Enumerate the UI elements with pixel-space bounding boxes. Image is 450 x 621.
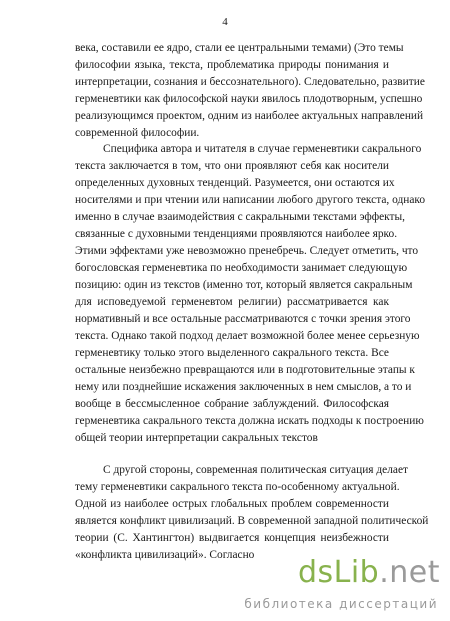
text-line: интерпретации, сознания и бессознательного). Следовательно, развитие <box>75 76 425 88</box>
paragraph <box>75 40 425 142</box>
text-line: века, составили ее ядро, стали ее центральными темами) (Это темы <box>75 42 404 54</box>
text-line: нормативный и все остальные рассматриваются с точки зрения этого <box>75 313 411 325</box>
text-line: «конфликта цивилизаций». Согласно <box>75 549 255 561</box>
text-line: именно в случае взаимодействия с сакральными текстами эффекты, <box>75 211 406 223</box>
text-line: носителями и при чтении или написании любого другого текста, однако <box>75 194 426 206</box>
paragraph <box>75 462 429 564</box>
text-line: современной философии. <box>75 127 200 139</box>
text-line: богословская герменевтика по необходимости занимает следующую <box>75 262 408 274</box>
text-line: Специфика автора и читателя в случае герменевтики сакрального <box>103 143 422 155</box>
dslib-tagline: библиотека диссертаций <box>244 597 438 611</box>
text-line: вообще в бессмысленное собрание заблуждений. Философская <box>75 398 389 410</box>
text-line: связанные с духовными тенденциями проявляются наиболее ярко. <box>75 228 398 240</box>
text-line: позицию: один из текстов (именно тот, который является сакральным <box>75 279 413 291</box>
text-line: текста. Однако такой подход делает возможной более менее серьезную <box>75 330 420 342</box>
text-line: философии языка, текста, проблематика природы понимания и <box>75 59 389 71</box>
text-line: герменевтика сакрального текста должна искать подходы к построению <box>75 415 424 427</box>
text-line: С другой стороны, современная политическая ситуация делает <box>103 464 409 476</box>
dslib-watermark <box>244 555 442 615</box>
text-line: герменевтику только этого выделенного сакрального текста. Все <box>75 347 389 359</box>
text-line: определенных духовных тенденций. Разумеется, они остаются их <box>75 177 395 189</box>
text-line: остальные неизбежно превращаются или в подготовительные этапы к <box>75 364 415 376</box>
page-number: 4 <box>222 16 228 28</box>
text-line: нему или позднейшие искажения заключенных в нем смыслов, а то и <box>75 381 412 393</box>
text-line: Этими эффектами уже невозможно пренебречь. Следует отметить, что <box>75 245 419 257</box>
paragraph <box>75 141 426 447</box>
logo-part-gray: .net <box>379 555 440 590</box>
text-line: текста заключается в том, что они проявляют себя как носители <box>75 160 389 172</box>
text-line: для исповедуемой герменевтом религии) рассматривается как <box>75 296 389 308</box>
text-line: реализующимся проектом, одним из наиболее актуальных направлений <box>75 110 424 122</box>
dslib-logo <box>298 555 440 590</box>
text-line: Одной из наиболее острых глобальных проблем современности <box>75 498 389 510</box>
text-line: является конфликт цивилизаций. В современной западной политической <box>75 515 429 527</box>
logo-part-green: dsLib <box>297 555 380 590</box>
text-line: герменевтики как философской науки явилось плодотворным, успешно <box>75 93 423 105</box>
text-line: теории (С. Хантингтон) выдвигается концепция неизбежности <box>75 532 389 544</box>
text-line: общей теории интерпретации сакральных текстов <box>75 432 318 444</box>
text-line: тему герменевтики сакрального текста по-особенному актуальной. <box>75 481 400 493</box>
